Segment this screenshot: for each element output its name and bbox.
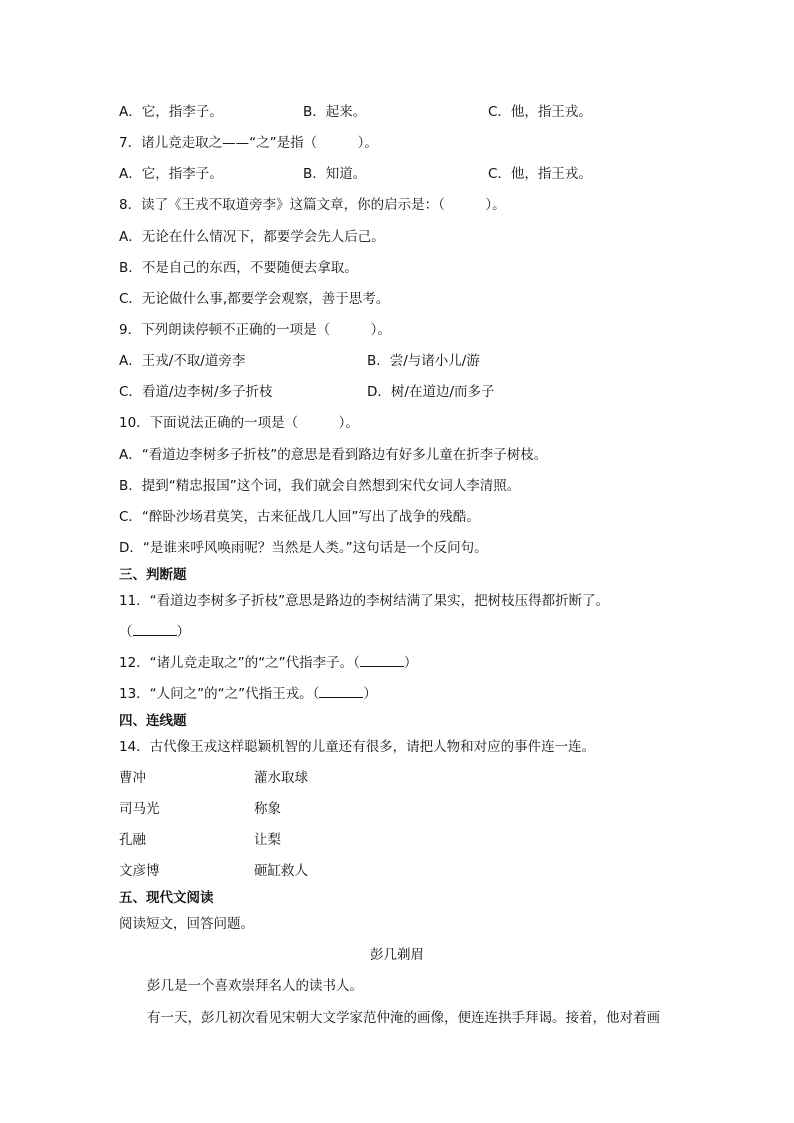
section-3-heading: 三、判断题 [119, 567, 187, 583]
q14-person-1[interactable]: 曹冲 [119, 770, 146, 786]
q10-option-b: B．提到“精忠报国”这个词，我们就会自然想到宋代女词人李清照。 [119, 478, 521, 494]
q11-answer [119, 623, 190, 641]
q13-stem: 13．“人问之”的“之”代指王戎。（ [119, 686, 320, 702]
q7-option-b: B．知道。 [303, 166, 367, 182]
q10-option-d: D．“是谁来呼风唤雨呢？当然是人类。”这句话是一个反问句。 [119, 540, 488, 556]
q14-person-4[interactable]: 文彦博 [119, 863, 160, 879]
q8-stem: 8．读了《王戎不取道旁李》这篇文章，你的启示是：（ ）。 [119, 197, 506, 213]
q9-stem: 9．下列朗读停顿不正确的一项是（ ）。 [119, 322, 391, 338]
q14-person-3[interactable]: 孔融 [119, 832, 146, 848]
reading-paragraph-2: 有一天，彭几初次看见宋朝大文学家范仲淹的画像，便连连拱手拜谒。接着，他对着画 [147, 1010, 660, 1026]
q11-open-paren: （ [119, 624, 133, 640]
q9-option-c: C．看道/边李树/多子折枝 [119, 384, 273, 400]
q6-option-c: C．他，指王戎。 [488, 104, 592, 120]
q14-person-2[interactable]: 司马光 [119, 801, 160, 817]
q7-option-c: C．他，指王戎。 [488, 166, 592, 182]
q13-answer-blank[interactable] [319, 685, 363, 698]
section-4-heading: 四、连线题 [119, 713, 187, 729]
q10-option-c: C．“醉卧沙场君莫笑，古来征战几人回”写出了战争的残酷。 [119, 509, 480, 525]
q14-event-4[interactable]: 砸缸救人 [254, 863, 308, 879]
q13-close-paren: ） [363, 686, 377, 702]
q12-close-paren: ） [403, 655, 418, 671]
q10-stem: 10．下面说法正确的一项是（ ）。 [119, 415, 359, 431]
q7-option-a: A．它，指李子。 [119, 166, 223, 182]
section-5-heading: 五、现代文阅读 [119, 890, 214, 906]
q6-option-a: A．它，指李子。 [119, 104, 223, 120]
q13 [119, 685, 377, 703]
q11-stem: 11．“看道边李树多子折枝”意思是路边的李树结满了果实，把树枝压得都折断了。 [119, 593, 610, 609]
q11-answer-blank[interactable] [133, 623, 177, 636]
q14-event-1[interactable]: 灌水取球 [254, 770, 308, 786]
reading-intro: 阅读短文，回答问题。 [119, 916, 254, 932]
q6-option-b: B．起来。 [303, 104, 367, 120]
q12-stem: 12．“诸儿竞走取之”的“之”代指李子。（ [119, 655, 360, 671]
q9-option-b: B．尝/与诸小儿/游 [367, 353, 480, 369]
q9-option-a: A．王戎/不取/道旁李 [119, 353, 246, 369]
reading-title: 彭几剃眉 [370, 947, 424, 963]
q8-option-c: C．无论做什么事,都要学会观察，善于思考。 [119, 291, 390, 307]
q14-event-2[interactable]: 称象 [254, 801, 281, 817]
q8-option-a: A．无论在什么情况下，都要学会先人后己。 [119, 229, 385, 245]
q7-stem: 7．诸儿竞走取之——“之”是指（ ）。 [119, 135, 378, 151]
q14-event-3[interactable]: 让梨 [254, 832, 281, 848]
q8-option-b: B．不是自己的东西，不要随便去拿取。 [119, 260, 358, 276]
q12 [119, 654, 417, 672]
q12-answer-blank[interactable] [360, 654, 404, 667]
q10-option-a: A．“看道边李树多子折枝”的意思是看到路边有好多儿童在折李子树枝。 [119, 447, 548, 463]
q9-option-d: D．树/在道边/而多子 [367, 384, 495, 400]
reading-paragraph-1: 彭几是一个喜欢崇拜名人的读书人。 [147, 978, 363, 994]
q14-stem: 14．古代像王戎这样聪颖机智的儿童还有很多，请把人物和对应的事件连一连。 [119, 739, 596, 755]
q11-close-paren: ） [176, 624, 190, 640]
